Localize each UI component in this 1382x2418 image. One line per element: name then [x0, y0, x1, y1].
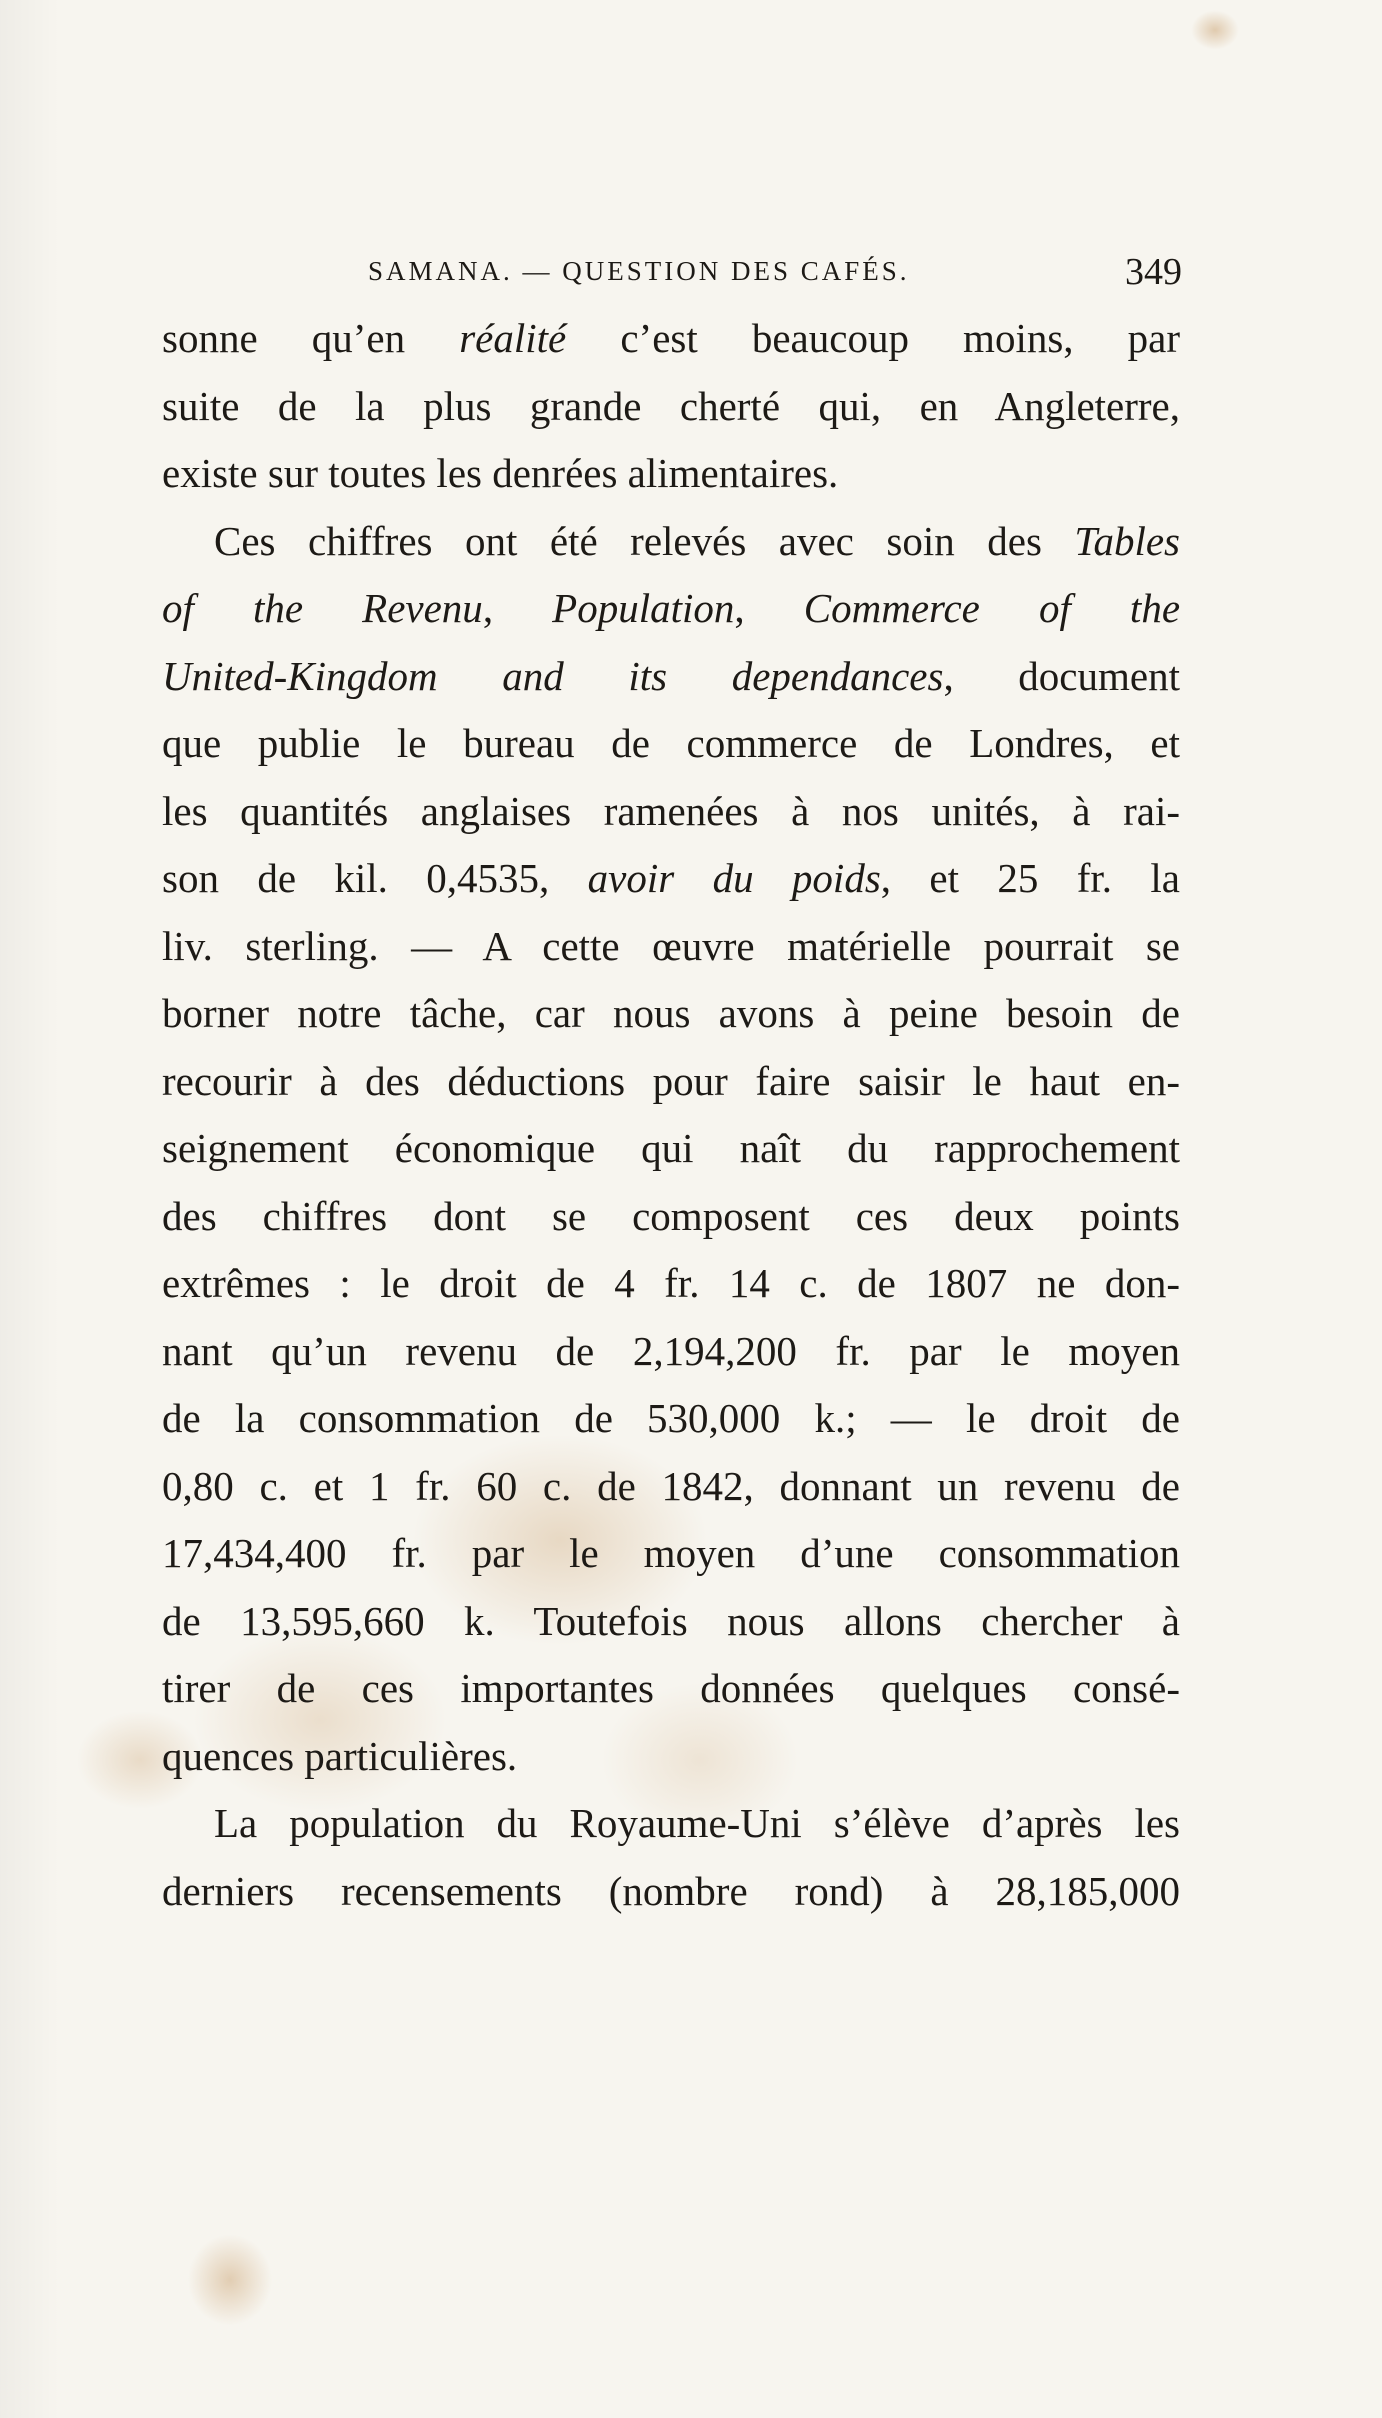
text-line: suite de la plus grande cherté qui, en Angleterre,: [162, 382, 1180, 429]
text-line: de la consommation de 530,000 k.; — le droit de: [162, 1395, 1180, 1441]
text-line: des chiffres dont se composent ces deux points: [162, 1192, 1180, 1239]
text-line: que publie le bureau de commerce de Londres, et: [162, 720, 1180, 766]
text-line: quences particulières.: [162, 1732, 518, 1779]
page-number: 349: [1125, 251, 1182, 293]
text-line: liv. sterling. — A cette œuvre matérielle pourrait se: [162, 922, 1180, 969]
body-text: [162, 305, 1180, 1925]
text-line: 0,80 c. et 1 fr. 60 c. de 1842, donnant un revenu de: [162, 1462, 1180, 1509]
text-line: sonne qu’en réalité c’est beaucoup moins, par: [162, 315, 1180, 361]
text-line: 17,434,400 fr. par le moyen d’une consommation: [162, 1530, 1180, 1576]
running-title: SAMANA. — QUESTION DES CAFÉS.: [368, 256, 910, 286]
text-line: borner notre tâche, car nous avons à peine besoin de: [162, 990, 1180, 1036]
text-line: United-Kingdom and its dependances, document: [162, 652, 1180, 699]
text-line: La population du Royaume-Uni s’élève d’après les: [214, 1800, 1180, 1846]
text-line: extrêmes : le droit de 4 fr. 14 c. de 1807 ne don-: [162, 1260, 1180, 1306]
text-line: seignement économique qui naît du rapprochement: [162, 1125, 1180, 1171]
text-line: existe sur toutes les denrées alimentaires.: [162, 450, 839, 496]
text-line: tirer de ces importantes données quelques consé-: [162, 1665, 1180, 1711]
text-line: Ces chiffres ont été relevés avec soin des Tables: [214, 517, 1180, 564]
text-line: recourir à des déductions pour faire saisir le haut en-: [162, 1057, 1180, 1104]
text-line: of the Revenu, Population, Commerce of the: [162, 585, 1181, 631]
running-head: [162, 250, 1182, 294]
text-line: son de kil. 0,4535, avoir du poids, et 25 fr. la: [162, 855, 1180, 901]
text-line: les quantités anglaises ramenées à nos unités, à rai-: [162, 787, 1180, 834]
text-line: derniers recensements (nombre rond) à 28,185,000: [162, 1867, 1180, 1914]
text-line: de 13,595,660 k. Toutefois nous allons chercher à: [162, 1597, 1180, 1644]
text-line: nant qu’un revenu de 2,194,200 fr. par le moyen: [162, 1327, 1180, 1374]
